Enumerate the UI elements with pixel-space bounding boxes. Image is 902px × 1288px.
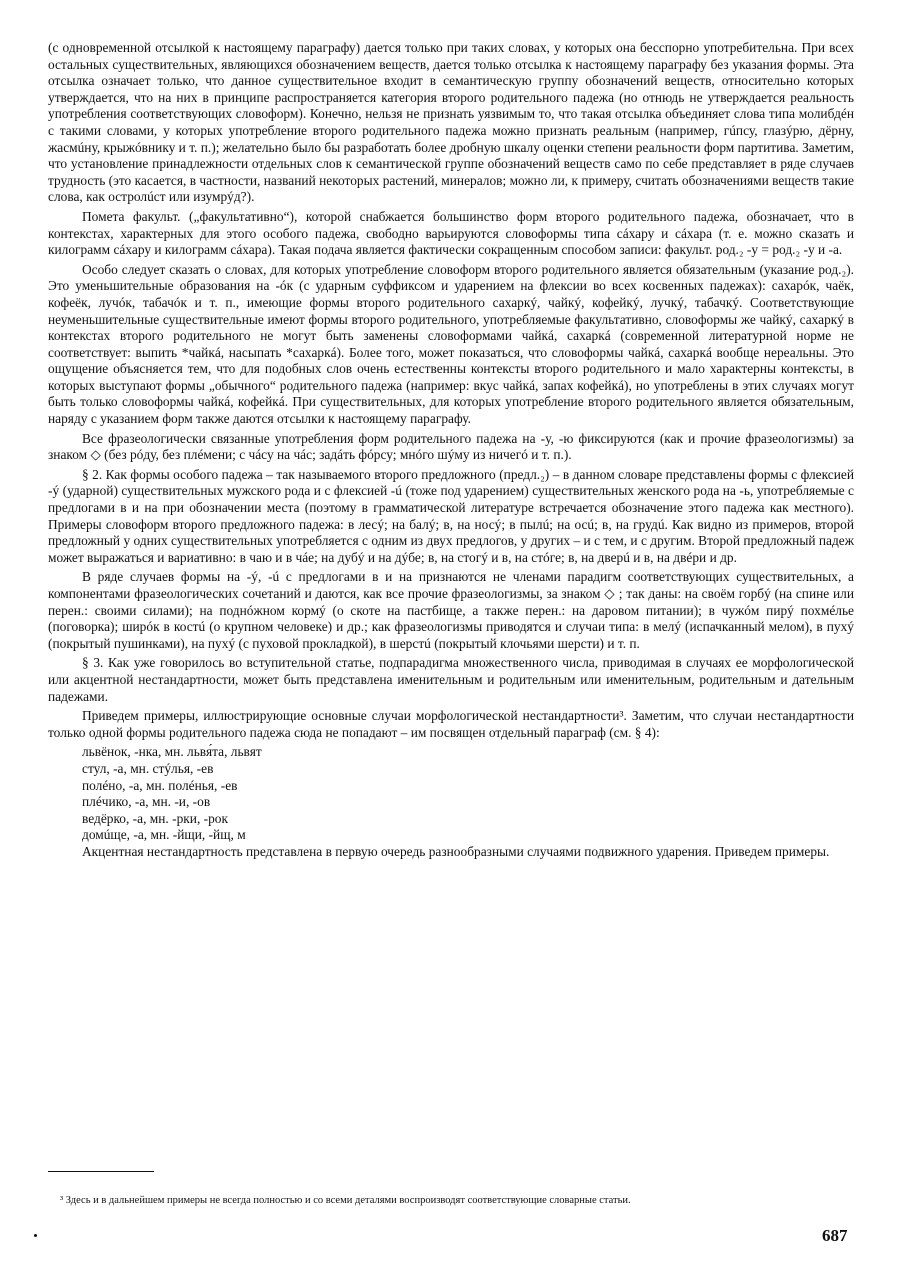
paragraph: В ряде случаев формы на -ý, -ú с предлогами в и на признаются не членами парадигм соответствующих существительных, а компонентами фразеологических сочетаний и даются, как все прочие фразеологизмы, за знаком ◇ ; так даны: на своём горбý (на спине или перен.: своими силами); на поднóжном кормý (о скоте на пастбище, а также перен.: на даровом питании); в чужóм пирý похмéлье (поговорка); ширóк в костú (о крупном человеке) и др.; как фразеологизмы приводятся и случаи типа: в мелý (испачканный мелом), в пухý (покрытый пушинками), на пухý (с пуховой прокладкой), в шерстú (покрытый клочьями шерсти) и т. п.	[48, 569, 854, 651]
section-2-paragraph: § 2. Как формы особого падежа – так называемого второго предложного (предл.₂) – в данном словаре представлены формы с флексией -ý (ударной) существительных мужского рода и с флексией -ú (тоже под ударением) существительных женского рода на -ь, употребляемые с предлогами в и на при обозначении места (поэтому в грамматической литературе встречается обозначение этого падежа как местного). Примеры словоформ второго предложного падежа: в лесý; на балý; в, на носý; в пылú; на осú; в, на грудú. Как видно из примеров, второй предложный у одних существительных употребляется с одним из двух предлогов, у других – и с тем, и с другим. Второй предложный падеж может выражаться и вариативно: в чаю и в чáе; на дубý и на дýбе; в, на стогý и в, на стóге; в, на дверú и в, на двéри и др.	[48, 466, 854, 565]
examples-list	[82, 744, 854, 844]
paragraph: (с одновременной отсылкой к настоящему параграфу) дается только при таких словах, у которых она бесспорно употребительна. При всех остальных существительных, являющихся обозначением веществ, дается только отсылка к настоящему параграфу без указания формы. Эта отсылка означает только, что данное существительное входит в семантическую группу обозначений веществ, относительно которых утверждается, что на них в принципе распространяется категория второго родительного падежа (но отнюдь не утверждается реальность употребления соответствующих словоформ). Конечно, нельзя не признать уязвимым то, что такая отсылка объединяет слова типа молибдéн с такими словами, у которых употребление второго родительного падежа можно признать реальным (например, гúпсу, глазýрю, дёрну, жасмúну, крыжóвнику и т. п.); желательно было бы разработать более дробную шкалу оценки степени реальности форм партитива. Заметим, что установление принадлежности отдельных слов к семантической группе обозначений веществ само по себе представляет в ряде случаев трудность (это касается, в частности, названий некоторых растений, минералов; можно ли, к примеру, считать обозначениями веществ такие слова, как остролúст или изумрýд?).	[48, 40, 854, 205]
footnote: ³ Здесь и в дальнейшем примеры не всегда полностью и со всеми деталями воспроизводят соответствующие словарные статьи.	[60, 1195, 631, 1206]
closing-paragraph: Акцентная нестандартность представлена в первую очередь разнообразными случаями подвижного ударения. Приведем примеры.	[82, 843, 830, 859]
margin-dot	[34, 1234, 37, 1237]
footnote-rule	[48, 1171, 154, 1172]
paragraph: Все фразеологически связанные употребления форм родительного падежа на -у, -ю фиксируются (как и прочие фразеологизмы) за знаком ◇ (без рóду, без плéмени; с чáсу на чáс; задáть фóрсу; мнóго шýму из ничегó и т. п.).	[48, 430, 854, 463]
paragraph: Особо следует сказать о словах, для которых употребление словоформ второго родительного является обязательным (указание род.₂). Это уменьшительные образования на -óк (с ударным суффиксом и ударением на флексии во всех косвенных падежах): сахарóк, чаёк, кофеёк, лучóк, табачóк и т. п., имеющие формы второго родительного сахаркý, чайкý, кофейкý, лучкý, табачкý. Соответствующие неуменьшительные существительные имеют формы второго родительного, употребляемые факультативно, словоформы же чайкý, сахаркý в контекстах второго родительного не могут быть заменены словоформами чайкá, сахаркá (современной литературной норме не соответствует: выпить *чайкá, насыпать *сахаркá). Более того, может показаться, что словоформы чайкá, сахаркá вообще нереальны. Это ощущение объясняется тем, что для подобных слов очень естественны контексты второго родительного и мало характерны контексты, в которых выступают формы „обычного“ родительного падежа (например: вкус чайкá, запах кофейкá), но употреблены в этих случаях могут быть только словоформы чайкá, кофейкá. При существительных, для которых употребление второго родительного является обязательным, наряду с указанием форм также даются отсылки к настоящему параграфу.	[48, 261, 854, 427]
example-entry: львёнок, -нка, мн. львя́та, львят	[82, 744, 262, 760]
page-body	[48, 40, 854, 864]
example-entry: домúще, -а, мн. -йщи, -йщ, м	[82, 827, 246, 843]
example-entry: полéно, -а, мн. полéнья, -ев	[82, 777, 238, 793]
example-entry: ведёрко, -а, мн. -рки, -рок	[82, 810, 228, 826]
example-entry: плéчико, -а, мн. -и, -ов	[82, 794, 211, 810]
paragraph: Помета факульт. („факультативно“), которой снабжается большинство форм второго родительного падежа, обозначает, что в контекстах, характерных для этого особого падежа, свободно варьируются словоформы типа сáхару и сáхара (т. е. можно сказать и килограмм сáхару и килограмм сáхара). Такая подача является фактически сокращенным способом записи: факульт. род.₂ -у = род.₂ -у и -а.	[48, 208, 854, 258]
section-3-paragraph: § 3. Как уже говорилось во вступительной статье, подпарадигма множественного числа, приводимая в случаях ее морфологической или акцентной нестандартности, может быть представлена именительным и родительным или именительным, родительным и дательным падежами.	[48, 655, 854, 704]
example-entry: стул, -а, мн. стýлья, -ев	[82, 760, 214, 776]
paragraph: Приведем примеры, иллюстрирующие основные случаи морфологической нестандартности³. Заметим, что случаи нестандартности только одной формы родительного падежа сюда не попадают – им посвящен отдельный параграф (см. § 4):	[48, 708, 854, 740]
page-number: 687	[822, 1226, 848, 1245]
